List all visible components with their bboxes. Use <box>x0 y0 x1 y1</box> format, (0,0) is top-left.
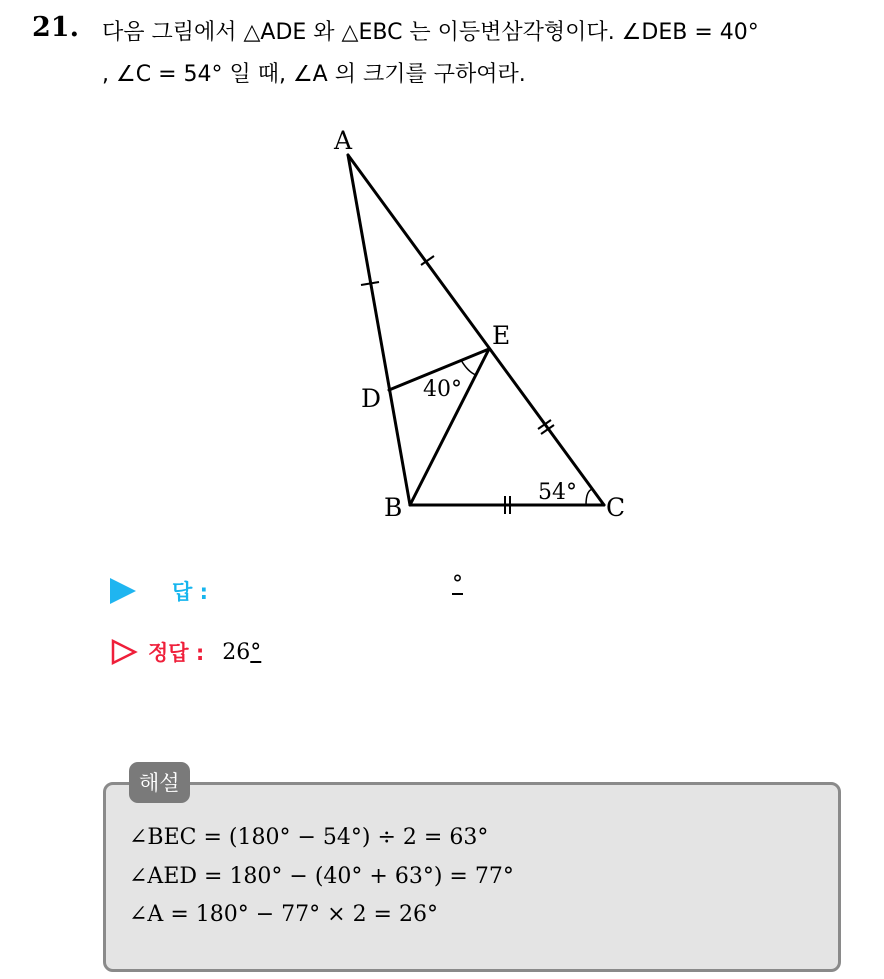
angle-arc-c <box>586 489 593 505</box>
correct-answer-value <box>222 640 261 665</box>
segment-be <box>410 349 489 505</box>
angle-label-deb: 40° <box>423 377 462 402</box>
question-text-line-1: 다음 그림에서 △ADE 와 △EBC 는 이등변삼각형이다. ∠DEB = 40° <box>102 20 759 45</box>
correct-answer-number: 26 <box>222 639 251 665</box>
answer-blank-unit: ° <box>452 572 463 597</box>
angle-label-c: 54° <box>538 480 577 505</box>
segment-ac <box>348 155 604 505</box>
question-number: 21. <box>32 12 79 43</box>
answer-row <box>110 576 208 606</box>
solution-tag: 해설 <box>129 762 190 803</box>
angle-arc-deb <box>461 360 476 375</box>
answer-label: 답 : <box>172 580 208 604</box>
correct-answer-row <box>110 637 261 667</box>
vertex-label-e: E <box>492 321 511 350</box>
solution-line-3: ∠A = 180° − 77° × 2 = 26° <box>129 902 438 927</box>
correct-answer-label: 정답 : <box>148 641 205 665</box>
solution-line-1: ∠BEC = (180° − 54°) ÷ 2 = 63° <box>129 825 489 850</box>
segment-ab <box>348 155 410 505</box>
vertex-label-c: C <box>606 493 626 522</box>
vertex-label-b: B <box>384 493 403 522</box>
correct-answer-unit: ° <box>250 639 262 665</box>
question-text-line-2: , ∠C = 54° 일 때, ∠A 의 크기를 구하여라. <box>102 62 526 87</box>
outline-triangle-icon <box>110 638 138 666</box>
vertex-label-a: A <box>334 126 353 155</box>
solution-line-2: ∠AED = 180° − (40° + 63°) = 77° <box>129 864 514 889</box>
vertex-label-d: D <box>361 384 382 413</box>
play-triangle-icon <box>110 578 136 604</box>
